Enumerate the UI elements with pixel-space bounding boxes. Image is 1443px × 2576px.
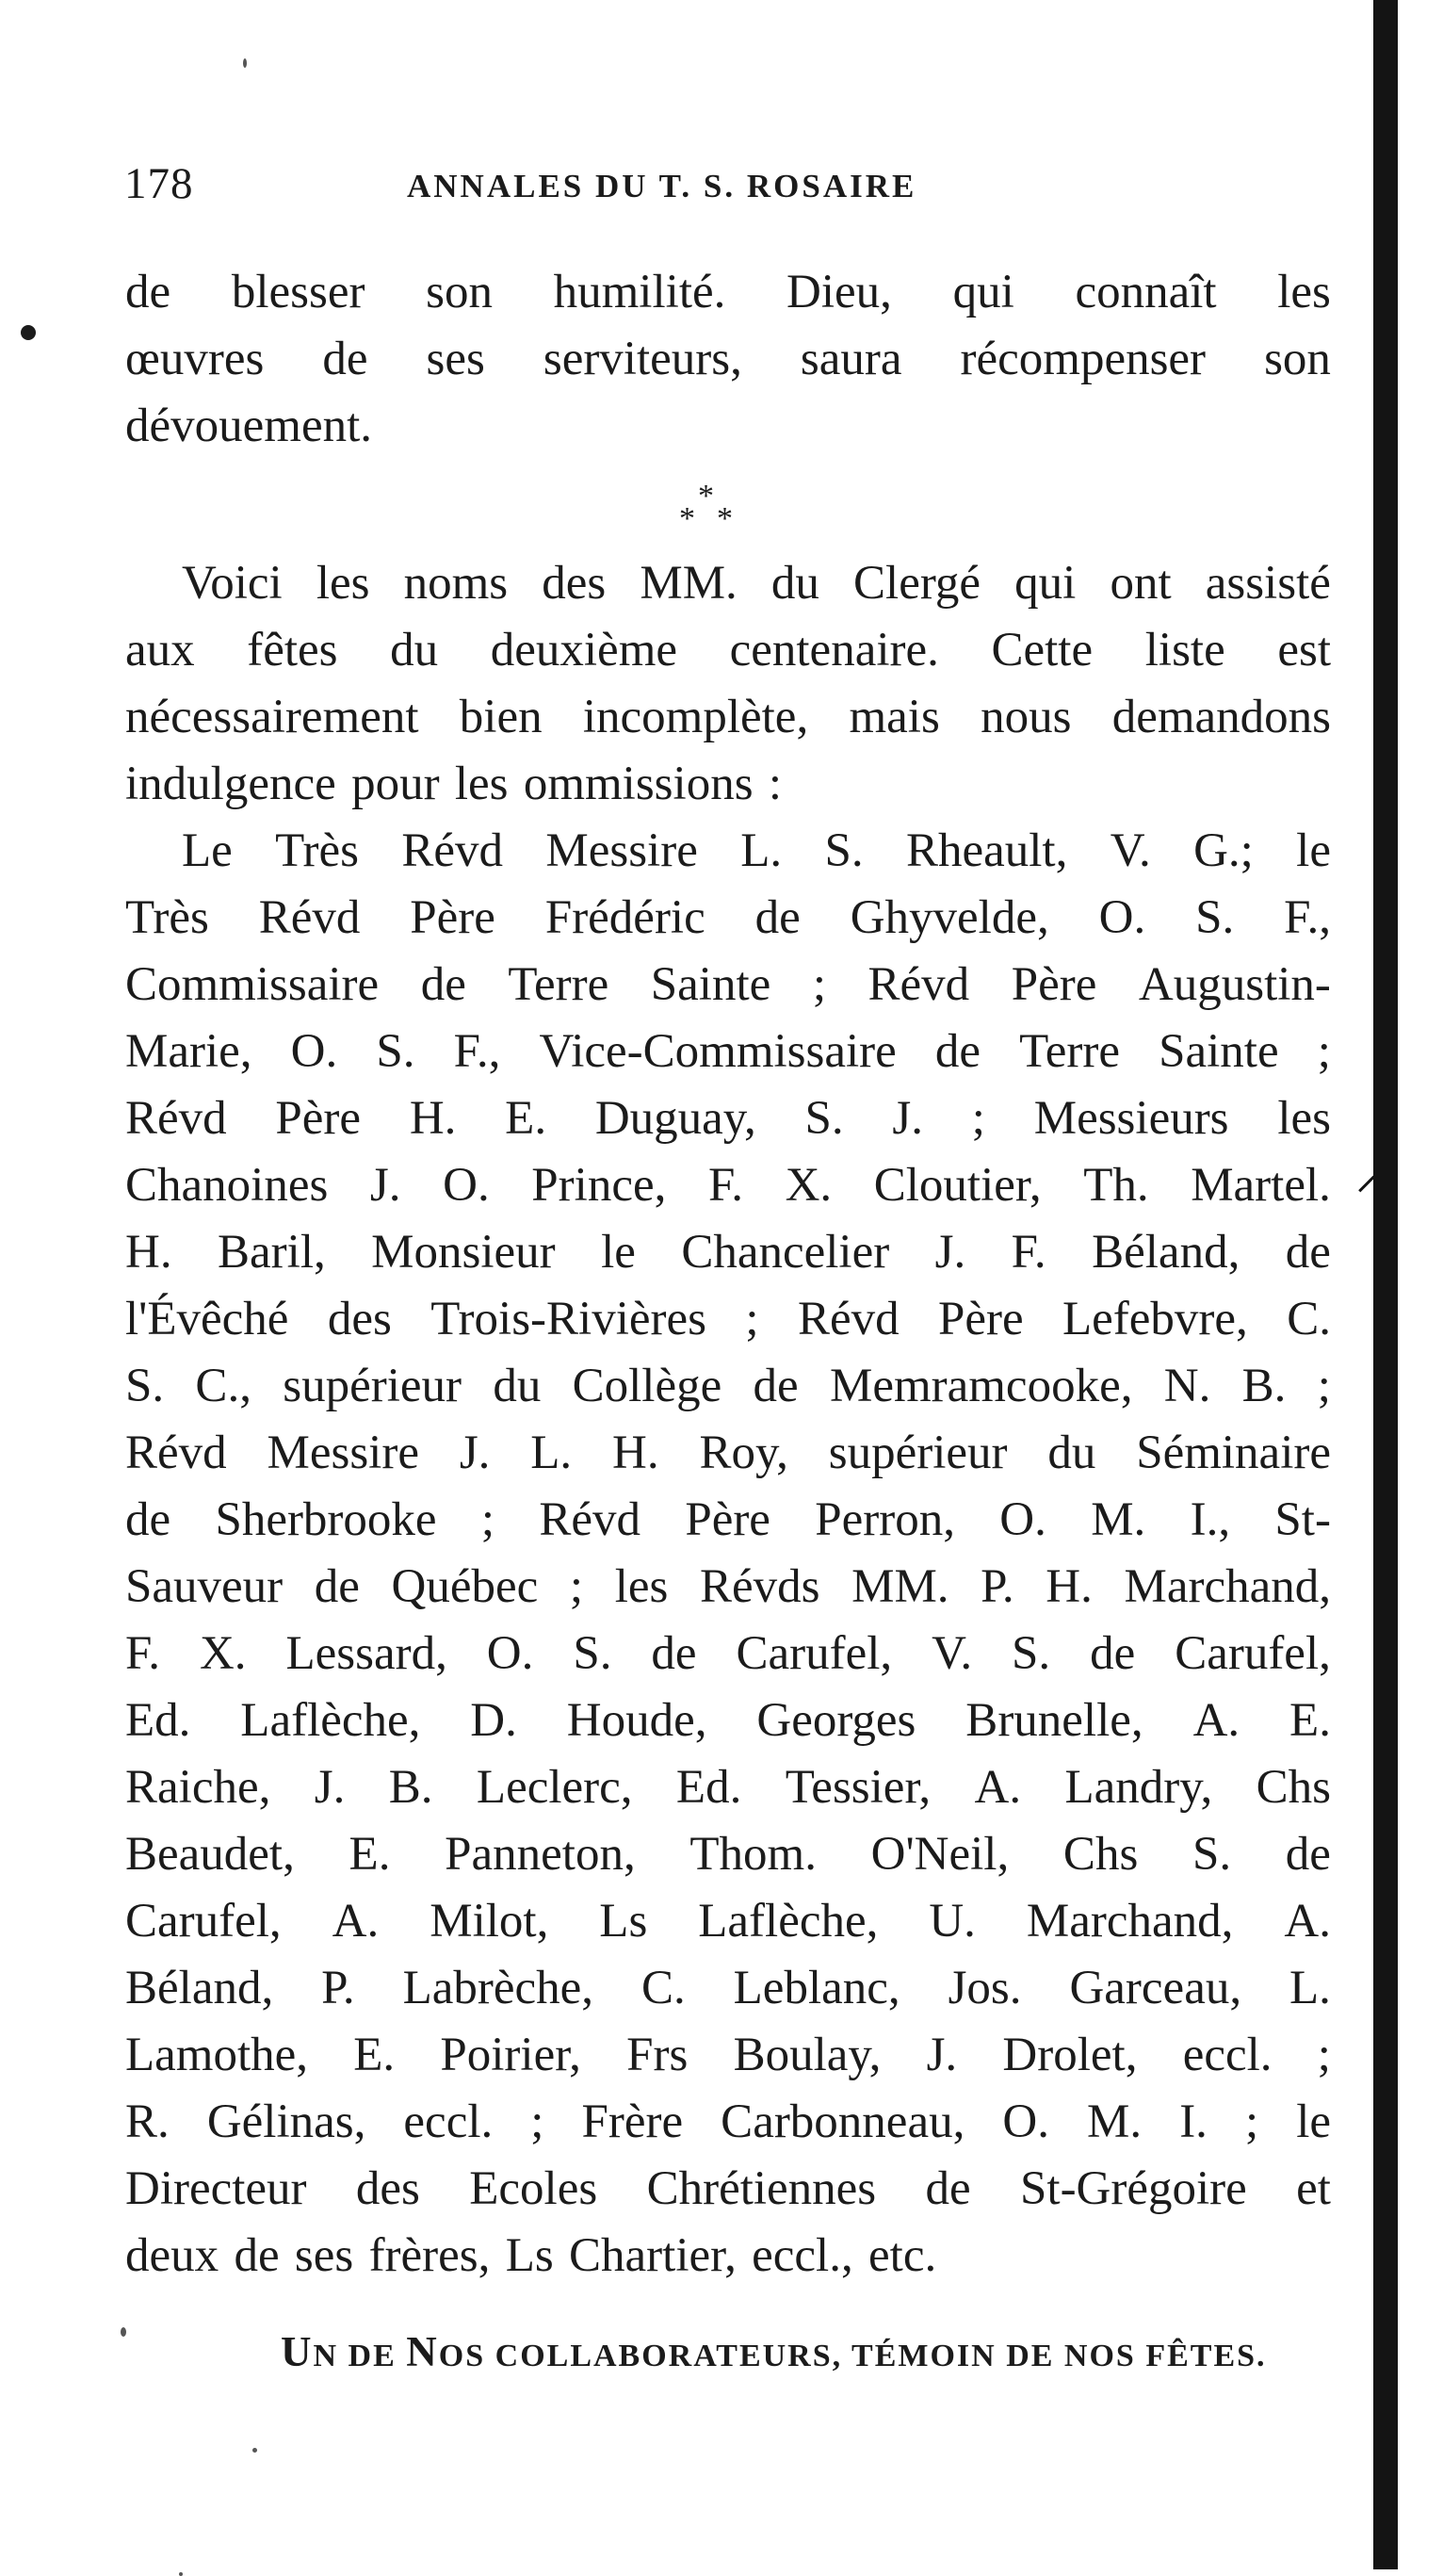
- word: ;: [1244, 2095, 1259, 2148]
- word: des: [355, 2162, 420, 2215]
- word: D.: [470, 1694, 517, 1747]
- word: E.: [349, 1828, 391, 1881]
- word: Chanoines: [125, 1159, 329, 1212]
- word: E.: [353, 2029, 396, 2081]
- word: Chs: [1062, 1828, 1139, 1881]
- word: Brunelle,: [965, 1694, 1143, 1747]
- word: supérieur: [828, 1427, 1008, 1479]
- word: Chrétiennes: [646, 2162, 877, 2215]
- word: Augustin-: [1138, 958, 1331, 1011]
- word: Jos.: [948, 1962, 1022, 2014]
- running-title: ANNALES DU T. S. ROSAIRE: [407, 168, 917, 204]
- word: Béland,: [1092, 1226, 1240, 1279]
- word: ;: [480, 1493, 495, 1546]
- word: Messire: [267, 1427, 419, 1479]
- word: H.: [1046, 1560, 1093, 1613]
- word: Clergé: [853, 557, 981, 610]
- word: supérieur: [283, 1360, 462, 1412]
- word: Lefebvre,: [1062, 1293, 1248, 1345]
- word: Cloutier,: [873, 1159, 1042, 1212]
- word: Laflèche,: [240, 1694, 421, 1747]
- word: Ed.: [675, 1761, 742, 1814]
- word: S.: [125, 1360, 165, 1412]
- word: St-: [1274, 1493, 1331, 1546]
- word: E.: [1289, 1694, 1331, 1747]
- margin-speck: [179, 2572, 183, 2576]
- word: Père: [275, 1092, 362, 1145]
- word: Raiche,: [125, 1761, 271, 1814]
- word: F.,: [1284, 891, 1331, 944]
- word: du: [770, 557, 819, 610]
- word: ;: [1317, 1025, 1331, 1078]
- word: Carufel,: [1175, 1627, 1331, 1680]
- margin-ink-blot: [21, 325, 36, 340]
- word: O.: [999, 1493, 1046, 1546]
- word: du: [390, 624, 439, 677]
- word: blesser: [231, 266, 365, 318]
- word: :: [768, 758, 783, 810]
- word: du: [493, 1360, 542, 1412]
- word: indulgence: [125, 758, 336, 810]
- text-line: [125, 2156, 1331, 2223]
- word: Directeur: [125, 2162, 307, 2215]
- page-number: 178: [124, 159, 194, 208]
- word: Thom.: [689, 1828, 817, 1881]
- word: J.: [459, 1427, 491, 1479]
- word: S.: [1012, 1627, 1051, 1680]
- word: B.: [388, 1761, 433, 1814]
- word: son: [1264, 333, 1331, 385]
- word: Labrèche,: [402, 1962, 593, 2014]
- text-line: [125, 1152, 1331, 1219]
- word: O.: [1098, 891, 1146, 944]
- word: O.: [290, 1025, 338, 1078]
- word: C.: [1287, 1293, 1331, 1345]
- word: Révd: [258, 891, 361, 944]
- word: Carbonneau,: [721, 2095, 965, 2148]
- word: E.: [505, 1092, 547, 1145]
- word: I.,: [1190, 1493, 1231, 1546]
- word: de: [125, 1493, 171, 1546]
- body-text: [125, 259, 1331, 2290]
- word: M.: [1091, 1493, 1146, 1546]
- word: eccl.: [1182, 2029, 1273, 2081]
- signature-text: OS COLLABORATEURS, TÉMOIN DE NOS FÊTES.: [438, 2339, 1267, 2373]
- word: saura: [800, 333, 902, 385]
- word: MM.: [851, 1560, 949, 1613]
- word: S.: [1195, 891, 1235, 944]
- word: Terre: [1019, 1025, 1121, 1078]
- word: N.: [1163, 1360, 1211, 1412]
- word: serviteurs,: [543, 333, 742, 385]
- word: C.,: [195, 1360, 251, 1412]
- word: ;: [1317, 2029, 1331, 2081]
- text-line: [125, 1487, 1331, 1554]
- word: qui: [1014, 557, 1077, 610]
- word: de: [234, 2229, 280, 2282]
- word: Milot,: [430, 1895, 549, 1948]
- text-line: [125, 2089, 1331, 2156]
- word: Le: [182, 824, 233, 877]
- word: L.: [530, 1427, 573, 1479]
- word: Poirier,: [440, 2029, 581, 2081]
- word: Lamothe,: [125, 2029, 309, 2081]
- word: etc.: [868, 2229, 937, 2282]
- word: mais: [849, 691, 940, 743]
- word: de: [322, 333, 368, 385]
- word: J.: [934, 1226, 966, 1279]
- word: nécessairement: [125, 691, 419, 743]
- word: Père: [938, 1293, 1024, 1345]
- word: O.: [443, 1159, 490, 1212]
- word: est: [1277, 624, 1331, 677]
- word: Québec: [391, 1560, 539, 1613]
- word: ses: [426, 333, 485, 385]
- text-line: [125, 751, 1331, 818]
- word: F.: [707, 1159, 743, 1212]
- word: Voici: [182, 557, 283, 610]
- word: J.: [369, 1159, 401, 1212]
- word: les: [1277, 1092, 1331, 1145]
- word: connaît: [1075, 266, 1217, 318]
- word: œuvres: [125, 333, 265, 385]
- word: Tessier,: [785, 1761, 932, 1814]
- word: Drolet,: [1002, 2029, 1138, 2081]
- word: F.,: [453, 1025, 501, 1078]
- text-line: [125, 1286, 1331, 1353]
- word: de: [753, 1360, 799, 1412]
- word: liste: [1144, 624, 1225, 677]
- word: Memramcooke,: [829, 1360, 1133, 1412]
- word: Révd: [539, 1493, 641, 1546]
- word: Frère: [581, 2095, 684, 2148]
- word: St-Grégoire: [1020, 2162, 1247, 2215]
- ornament-star: *: [698, 479, 714, 514]
- word: Frs: [626, 2029, 689, 2081]
- margin-speck: [243, 58, 247, 68]
- word: nous: [981, 691, 1072, 743]
- word: qui: [952, 266, 1014, 318]
- word: les: [316, 557, 370, 610]
- word: son: [426, 266, 493, 318]
- word: Garceau,: [1069, 1962, 1242, 2014]
- margin-speck: [121, 2327, 126, 2337]
- word: H.: [612, 1427, 659, 1479]
- word: O.: [486, 1627, 534, 1680]
- word: Roy,: [699, 1427, 788, 1479]
- word: pour: [351, 758, 440, 810]
- signature-initial: U: [281, 2328, 314, 2375]
- word: Leblanc,: [733, 1962, 900, 2014]
- page-edge-shadow: [1373, 0, 1398, 2569]
- word: Béland,: [125, 1962, 274, 2014]
- word: A.: [974, 1761, 1022, 1814]
- word: Perron,: [815, 1493, 955, 1546]
- word: Révds: [699, 1560, 820, 1613]
- text-line: [125, 326, 1331, 393]
- word: Père: [410, 891, 495, 944]
- word: Lessard,: [285, 1627, 447, 1680]
- text-line: [125, 818, 1331, 885]
- margin-speck: [252, 2448, 257, 2453]
- word: M.: [1087, 2095, 1143, 2148]
- word: Georges: [756, 1694, 916, 1747]
- word: Dieu,: [786, 266, 892, 318]
- word: I.: [1179, 2095, 1208, 2148]
- word: ont: [1110, 557, 1172, 610]
- ornament-star: *: [679, 501, 695, 536]
- word: Séminaire: [1136, 1427, 1331, 1479]
- word: centenaire.: [729, 624, 939, 677]
- word: de: [651, 1627, 697, 1680]
- word: O.: [1002, 2095, 1049, 2148]
- word: ommissions: [523, 758, 754, 810]
- word: Carufel,: [125, 1895, 282, 1948]
- section-ornament: [125, 460, 1331, 550]
- word: ;: [812, 958, 826, 1011]
- word: récompenser: [960, 333, 1207, 385]
- word: Ecoles: [469, 2162, 598, 2215]
- word: MM.: [640, 557, 738, 610]
- text-line: [125, 1955, 1331, 2022]
- word: Vice-Commissaire: [539, 1025, 897, 1078]
- word: deuxième: [490, 624, 677, 677]
- word: B.: [1241, 1360, 1287, 1412]
- word: Chs: [1256, 1761, 1331, 1814]
- word: Th.: [1083, 1159, 1149, 1212]
- word: H.: [125, 1226, 172, 1279]
- word: de: [314, 1560, 360, 1613]
- text-line: [125, 1754, 1331, 1821]
- text-line: [125, 550, 1331, 617]
- word: Commissaire: [125, 958, 380, 1011]
- word: de: [754, 891, 801, 944]
- word: V.: [1110, 824, 1151, 877]
- word: eccl.: [403, 2095, 494, 2148]
- word: P.: [321, 1962, 355, 2014]
- word: A.: [1192, 1694, 1240, 1747]
- word: le: [1296, 824, 1331, 877]
- word: Marchand,: [1124, 1560, 1331, 1613]
- text-line: [125, 1420, 1331, 1487]
- word: de: [925, 2162, 971, 2215]
- word: ;: [971, 1092, 985, 1145]
- word: A.: [332, 1895, 380, 1948]
- word: Houde,: [566, 1694, 707, 1747]
- word: O'Neil,: [870, 1828, 1010, 1881]
- word: S.: [1192, 1828, 1232, 1881]
- word: ;: [745, 1293, 759, 1345]
- text-line: [125, 1687, 1331, 1754]
- signature-line: [281, 2327, 1267, 2376]
- word: Sherbrooke: [215, 1493, 437, 1546]
- word: ;: [569, 1560, 584, 1613]
- word: Révd: [125, 1092, 227, 1145]
- word: Terre: [508, 958, 609, 1011]
- text-line: [125, 885, 1331, 952]
- word: Cette: [991, 624, 1094, 677]
- word: Trois-Rivières: [430, 1293, 706, 1345]
- word: Ghyvelde,: [850, 891, 1049, 944]
- text-line: [125, 259, 1331, 326]
- word: les: [614, 1560, 669, 1613]
- signature-initial: N: [406, 2328, 439, 2375]
- word: Martel.: [1191, 1159, 1331, 1212]
- word: incomplète,: [582, 691, 809, 743]
- word: Leclerc,: [476, 1761, 633, 1814]
- word: Messieurs: [1033, 1092, 1229, 1145]
- word: et: [1296, 2162, 1331, 2215]
- word: F.: [125, 1627, 161, 1680]
- word: J.: [314, 1761, 346, 1814]
- word: ;: [530, 2095, 544, 2148]
- word: Chartier,: [569, 2229, 737, 2282]
- word: P.: [981, 1560, 1014, 1613]
- text-line: [125, 1554, 1331, 1621]
- word: l'Évêché: [125, 1293, 289, 1345]
- word: noms: [403, 557, 509, 610]
- running-header: [124, 158, 1330, 224]
- word: Marchand,: [1026, 1895, 1234, 1948]
- word: H.: [409, 1092, 457, 1145]
- word: A.: [1284, 1895, 1331, 1948]
- text-line: [125, 1621, 1331, 1687]
- text-line: [125, 617, 1331, 684]
- text-line: [125, 2223, 1331, 2290]
- word: Très: [275, 824, 359, 877]
- word: Messire: [545, 824, 698, 877]
- text-line: [125, 393, 1331, 460]
- word: X.: [785, 1159, 833, 1212]
- word: de: [934, 1025, 981, 1078]
- text-line: [125, 1888, 1331, 1955]
- word: Sauveur: [125, 1560, 284, 1613]
- word: Carufel,: [736, 1627, 893, 1680]
- word: L.: [1289, 1962, 1331, 2014]
- word: Révd: [867, 958, 970, 1011]
- word: aux: [125, 624, 195, 677]
- word: deux: [125, 2229, 219, 2282]
- word: Monsieur: [371, 1226, 556, 1279]
- text-line: [125, 952, 1331, 1019]
- text-line: [125, 2022, 1331, 2089]
- word: de: [1285, 1828, 1331, 1881]
- word: S.: [573, 1627, 612, 1680]
- signature-text: N DE: [313, 2339, 407, 2373]
- word: Frédéric: [544, 891, 705, 944]
- word: Baril,: [218, 1226, 326, 1279]
- word: Beaudet,: [125, 1828, 295, 1881]
- word: F.: [1011, 1226, 1046, 1279]
- word: ;: [1317, 1360, 1331, 1412]
- word: Chancelier: [681, 1226, 890, 1279]
- word: fêtes: [247, 624, 338, 677]
- word: de: [420, 958, 466, 1011]
- text-line: [125, 1821, 1331, 1888]
- word: Révd: [125, 1427, 227, 1479]
- text-line: [125, 1219, 1331, 1286]
- word: Gélinas,: [206, 2095, 366, 2148]
- word: Rheault,: [905, 824, 1068, 877]
- word: Duguay,: [594, 1092, 756, 1145]
- word: X.: [199, 1627, 247, 1680]
- word: eccl.,: [752, 2229, 853, 2282]
- word: J.: [926, 2029, 958, 2081]
- word: Marie,: [125, 1025, 252, 1078]
- word: de: [125, 266, 171, 318]
- word: de: [1090, 1627, 1136, 1680]
- word: Sainte: [650, 958, 771, 1011]
- word: J.: [892, 1092, 924, 1145]
- word: Ed.: [125, 1694, 191, 1747]
- word: bien: [459, 691, 543, 743]
- word: de: [1285, 1226, 1331, 1279]
- word: Père: [685, 1493, 770, 1546]
- text-line: [125, 1353, 1331, 1420]
- word: V.: [932, 1627, 973, 1680]
- word: ses: [294, 2229, 354, 2282]
- word: Révd: [797, 1293, 900, 1345]
- word: assisté: [1205, 557, 1331, 610]
- word: Collège: [572, 1360, 722, 1412]
- word: Prince,: [531, 1159, 667, 1212]
- word: Très: [125, 891, 209, 944]
- ornament-star: *: [717, 501, 733, 536]
- word: C.: [640, 1962, 686, 2014]
- word: Landry,: [1064, 1761, 1213, 1814]
- word: Révd: [401, 824, 503, 877]
- word: Sainte: [1159, 1025, 1279, 1078]
- word: les: [454, 758, 509, 810]
- text-line: [125, 1085, 1331, 1152]
- word: les: [1277, 266, 1331, 318]
- word: G.;: [1193, 824, 1254, 877]
- word: dévouement.: [125, 399, 372, 452]
- word: demandons: [1111, 691, 1331, 743]
- word: des: [327, 1293, 392, 1345]
- text-line: [125, 1019, 1331, 1085]
- word: Père: [1011, 958, 1097, 1011]
- word: Laflèche,: [698, 1895, 879, 1948]
- word: Panneton,: [445, 1828, 636, 1881]
- word: U.: [929, 1895, 976, 1948]
- word: frères,: [368, 2229, 491, 2282]
- word: Ls: [505, 2229, 554, 2282]
- word: Ls: [599, 1895, 648, 1948]
- word: du: [1047, 1427, 1096, 1479]
- word: S.: [824, 824, 864, 877]
- word: S.: [376, 1025, 415, 1078]
- word: R.: [125, 2095, 170, 2148]
- word: Boulay,: [733, 2029, 882, 2081]
- word: des: [542, 557, 607, 610]
- word: le: [601, 1226, 636, 1279]
- word: le: [1296, 2095, 1331, 2148]
- word: S.: [804, 1092, 844, 1145]
- word: L.: [740, 824, 783, 877]
- word: humilité.: [553, 266, 726, 318]
- text-line: [125, 684, 1331, 751]
